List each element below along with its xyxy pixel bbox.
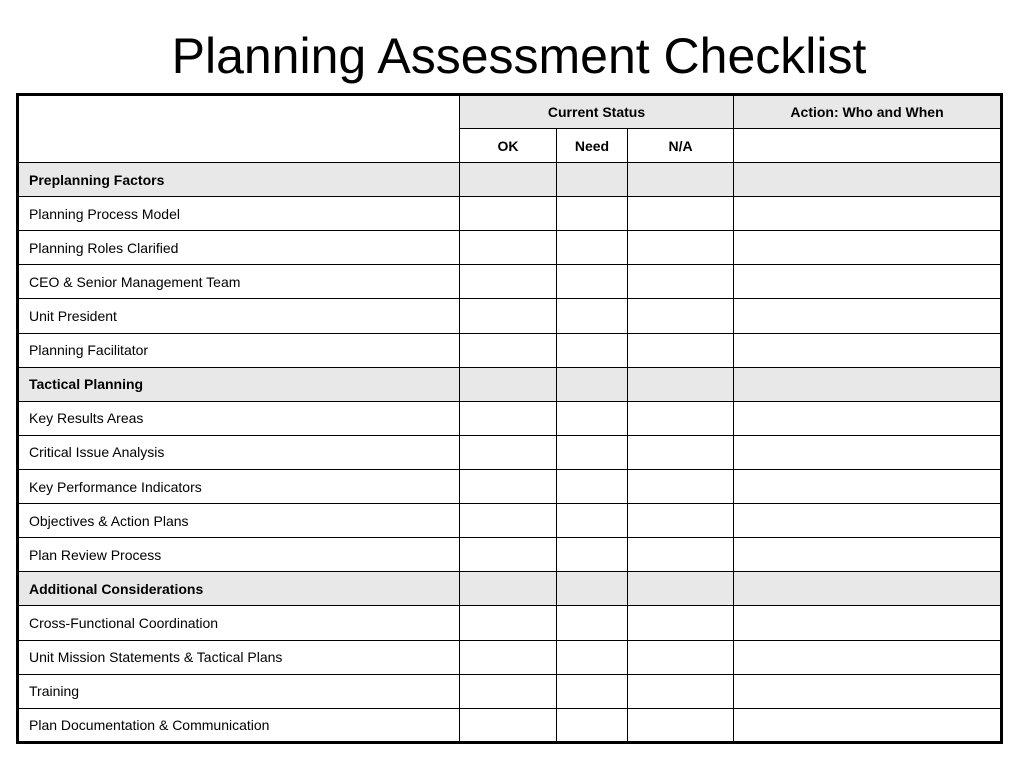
header-ok: OK: [460, 129, 557, 163]
ok-cell[interactable]: [460, 435, 557, 469]
action-cell[interactable]: [734, 333, 1002, 367]
need-cell[interactable]: [557, 640, 628, 674]
na-cell[interactable]: [628, 708, 734, 742]
header-action-blank: [734, 129, 1002, 163]
need-cell: [557, 163, 628, 197]
ok-cell[interactable]: [460, 401, 557, 435]
ok-cell[interactable]: [460, 606, 557, 640]
item-label: Key Results Areas: [18, 401, 460, 435]
ok-cell[interactable]: [460, 333, 557, 367]
na-cell[interactable]: [628, 469, 734, 503]
action-cell[interactable]: [734, 265, 1002, 299]
checklist-row: [18, 504, 1002, 538]
section-header-row: [18, 572, 1002, 606]
ok-cell: [460, 367, 557, 401]
need-cell[interactable]: [557, 401, 628, 435]
header-blank-corner: [18, 95, 460, 163]
na-cell[interactable]: [628, 640, 734, 674]
header-current-status: Current Status: [460, 95, 734, 129]
item-label: Objectives & Action Plans: [18, 504, 460, 538]
need-cell[interactable]: [557, 538, 628, 572]
action-cell[interactable]: [734, 469, 1002, 503]
header-action: Action: Who and When: [734, 95, 1002, 129]
need-cell[interactable]: [557, 333, 628, 367]
need-cell[interactable]: [557, 674, 628, 708]
checklist-row: [18, 333, 1002, 367]
action-cell[interactable]: [734, 504, 1002, 538]
need-cell[interactable]: [557, 435, 628, 469]
ok-cell: [460, 163, 557, 197]
ok-cell[interactable]: [460, 674, 557, 708]
item-label: Planning Roles Clarified: [18, 231, 460, 265]
checklist-table: [16, 93, 1003, 744]
checklist-row: [18, 435, 1002, 469]
na-cell: [628, 367, 734, 401]
action-cell[interactable]: [734, 401, 1002, 435]
na-cell[interactable]: [628, 197, 734, 231]
ok-cell[interactable]: [460, 299, 557, 333]
action-cell[interactable]: [734, 197, 1002, 231]
header-need: Need: [557, 129, 628, 163]
na-cell[interactable]: [628, 401, 734, 435]
na-cell[interactable]: [628, 231, 734, 265]
ok-cell: [460, 572, 557, 606]
na-cell[interactable]: [628, 299, 734, 333]
need-cell[interactable]: [557, 708, 628, 742]
action-cell[interactable]: [734, 538, 1002, 572]
ok-cell[interactable]: [460, 640, 557, 674]
checklist-row: [18, 674, 1002, 708]
action-cell[interactable]: [734, 435, 1002, 469]
item-label: Plan Review Process: [18, 538, 460, 572]
ok-cell[interactable]: [460, 469, 557, 503]
item-label: Planning Process Model: [18, 197, 460, 231]
action-cell: [734, 367, 1002, 401]
ok-cell[interactable]: [460, 265, 557, 299]
need-cell[interactable]: [557, 504, 628, 538]
na-cell[interactable]: [628, 265, 734, 299]
checklist-row: [18, 538, 1002, 572]
header-row-top: [18, 95, 1002, 129]
ok-cell[interactable]: [460, 708, 557, 742]
checklist-row: [18, 640, 1002, 674]
na-cell: [628, 163, 734, 197]
need-cell[interactable]: [557, 606, 628, 640]
na-cell[interactable]: [628, 606, 734, 640]
section-label: Tactical Planning: [18, 367, 460, 401]
item-label: Cross-Functional Coordination: [18, 606, 460, 640]
page-title: Planning Assessment Checklist: [171, 28, 867, 84]
ok-cell[interactable]: [460, 538, 557, 572]
action-cell[interactable]: [734, 231, 1002, 265]
checklist-row: [18, 231, 1002, 265]
need-cell[interactable]: [557, 197, 628, 231]
item-label: Training: [18, 674, 460, 708]
header-na: N/A: [628, 129, 734, 163]
checklist-row: [18, 265, 1002, 299]
na-cell[interactable]: [628, 504, 734, 538]
item-label: Key Performance Indicators: [18, 469, 460, 503]
ok-cell[interactable]: [460, 504, 557, 538]
action-cell: [734, 572, 1002, 606]
ok-cell[interactable]: [460, 231, 557, 265]
need-cell[interactable]: [557, 299, 628, 333]
checklist-row: [18, 469, 1002, 503]
section-header-row: [18, 367, 1002, 401]
section-label: Additional Considerations: [18, 572, 460, 606]
item-label: Planning Facilitator: [18, 333, 460, 367]
checklist-body: [18, 163, 1002, 743]
need-cell: [557, 367, 628, 401]
action-cell[interactable]: [734, 674, 1002, 708]
ok-cell[interactable]: [460, 197, 557, 231]
checklist-row: [18, 401, 1002, 435]
need-cell[interactable]: [557, 265, 628, 299]
item-label: Critical Issue Analysis: [18, 435, 460, 469]
need-cell[interactable]: [557, 469, 628, 503]
checklist-row: [18, 606, 1002, 640]
checklist-row: [18, 299, 1002, 333]
item-label: Plan Documentation & Communication: [18, 708, 460, 742]
item-label: Unit President: [18, 299, 460, 333]
action-cell[interactable]: [734, 299, 1002, 333]
item-label: Unit Mission Statements & Tactical Plans: [18, 640, 460, 674]
na-cell[interactable]: [628, 674, 734, 708]
action-cell[interactable]: [734, 606, 1002, 640]
section-label: Preplanning Factors: [18, 163, 460, 197]
action-cell: [734, 163, 1002, 197]
checklist-row: [18, 197, 1002, 231]
na-cell[interactable]: [628, 333, 734, 367]
action-cell[interactable]: [734, 640, 1002, 674]
na-cell[interactable]: [628, 538, 734, 572]
action-cell[interactable]: [734, 708, 1002, 742]
na-cell[interactable]: [628, 435, 734, 469]
need-cell: [557, 572, 628, 606]
checklist-row: [18, 708, 1002, 742]
section-header-row: [18, 163, 1002, 197]
item-label: CEO & Senior Management Team: [18, 265, 460, 299]
need-cell[interactable]: [557, 231, 628, 265]
na-cell: [628, 572, 734, 606]
